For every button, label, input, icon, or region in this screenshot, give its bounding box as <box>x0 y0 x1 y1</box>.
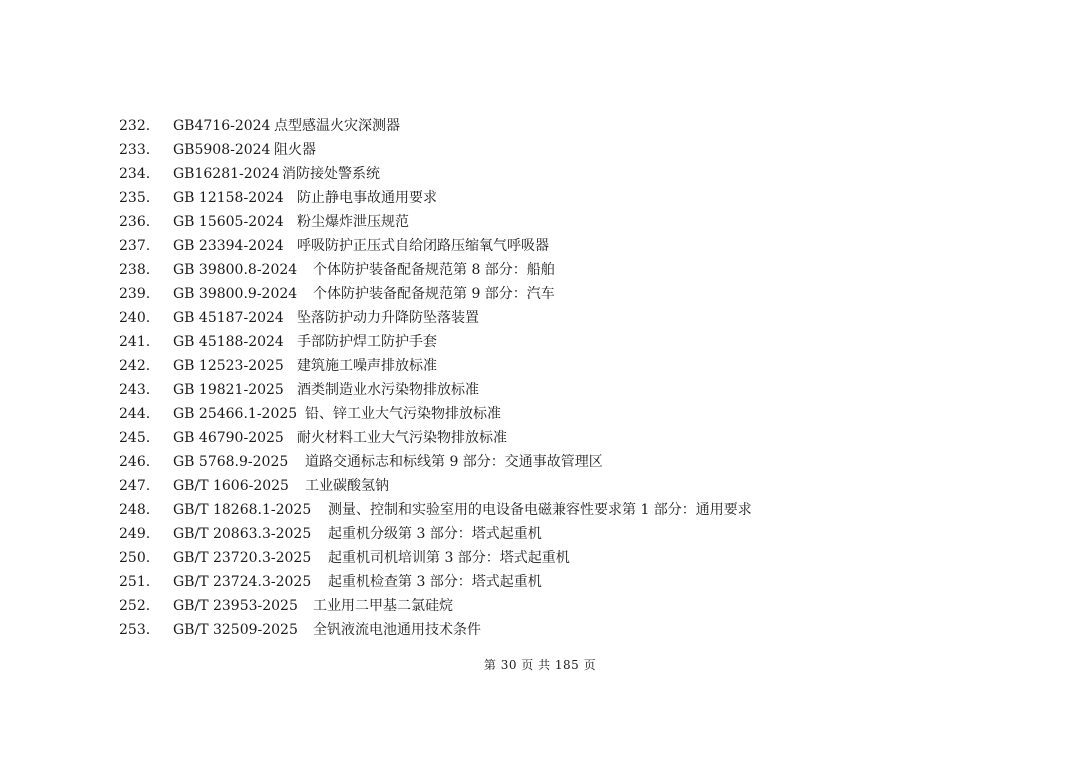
list-item <box>0 450 1080 474</box>
item-number: 248. <box>119 502 151 518</box>
list-item <box>0 258 1080 282</box>
item-number: 244. <box>119 406 151 422</box>
standard-title: 粉尘爆炸泄压规范 <box>297 214 409 230</box>
item-number: 243. <box>119 382 151 398</box>
item-number: 245. <box>119 430 151 446</box>
standard-title: 阻火器 <box>274 142 316 158</box>
item-number: 253. <box>119 622 151 638</box>
standard-code: GB 15605-2024 <box>173 214 284 230</box>
page-footer: 第 30 页 共 185 页 <box>483 658 597 672</box>
standard-code: GB 45188-2024 <box>173 334 284 350</box>
standard-title: 消防接处警系统 <box>282 166 380 182</box>
item-number: 250. <box>119 550 151 566</box>
standard-title: 点型感温火灾深测器 <box>274 118 400 134</box>
list-item <box>0 354 1080 378</box>
standard-code: GB 25466.1-2025 <box>173 406 298 422</box>
standard-title: 酒类制造业水污染物排放标准 <box>297 382 479 398</box>
item-number: 233. <box>119 142 151 158</box>
standard-code: GB 23394-2024 <box>173 238 284 254</box>
standard-code: GB5908-2024 <box>173 142 271 158</box>
standard-code: GB/T 18268.1-2025 <box>173 502 312 518</box>
list-item <box>0 402 1080 426</box>
standard-code: GB4716-2024 <box>173 118 271 134</box>
standard-title: 建筑施工噪声排放标准 <box>297 358 437 374</box>
list-item <box>0 114 1080 138</box>
item-number: 235. <box>119 190 151 206</box>
standard-code: GB/T 23720.3-2025 <box>173 550 312 566</box>
list-item <box>0 210 1080 234</box>
standard-code: GB 46790-2025 <box>173 430 284 446</box>
list-item <box>0 474 1080 498</box>
item-number: 239. <box>119 286 151 302</box>
list-item <box>0 330 1080 354</box>
list-item <box>0 186 1080 210</box>
standard-title: 起重机司机培训第 3 部分：塔式起重机 <box>328 550 570 566</box>
standard-code: GB/T 32509-2025 <box>173 622 298 638</box>
list-item <box>0 546 1080 570</box>
list-item <box>0 162 1080 186</box>
item-number: 246. <box>119 454 151 470</box>
item-number: 251. <box>119 574 151 590</box>
standard-code: GB 12523-2025 <box>173 358 284 374</box>
standard-code: GB 45187-2024 <box>173 310 284 326</box>
item-number: 241. <box>119 334 151 350</box>
list-item <box>0 234 1080 258</box>
standard-code: GB 5768.9-2025 <box>173 454 289 470</box>
list-item <box>0 618 1080 642</box>
item-number: 249. <box>119 526 151 542</box>
item-number: 247. <box>119 478 151 494</box>
standard-code: GB 39800.8-2024 <box>173 262 298 278</box>
standard-title: 坠落防护动力升降防坠落装置 <box>297 310 479 326</box>
standard-title: 呼吸防护正压式自给闭路压缩氧气呼吸器 <box>297 238 549 254</box>
standard-code: GB 19821-2025 <box>173 382 284 398</box>
standard-title: 手部防护焊工防护手套 <box>297 334 437 350</box>
standard-title: 测量、控制和实验室用的电设备电磁兼容性要求第 1 部分：通用要求 <box>328 502 752 518</box>
standard-code: GB16281-2024 <box>173 166 280 182</box>
standard-title: 防止静电事故通用要求 <box>297 190 437 206</box>
item-number: 234. <box>119 166 151 182</box>
standard-code: GB/T 23953-2025 <box>173 598 298 614</box>
standard-code: GB 39800.9-2024 <box>173 286 298 302</box>
standard-code: GB 12158-2024 <box>173 190 284 206</box>
list-item <box>0 138 1080 162</box>
item-number: 238. <box>119 262 151 278</box>
list-item <box>0 570 1080 594</box>
list-item <box>0 426 1080 450</box>
item-number: 240. <box>119 310 151 326</box>
list-item <box>0 378 1080 402</box>
list-item <box>0 306 1080 330</box>
item-number: 236. <box>119 214 151 230</box>
standard-title: 道路交通标志和标线第 9 部分：交通事故管理区 <box>305 454 603 470</box>
standard-code: GB/T 20863.3-2025 <box>173 526 312 542</box>
standard-title: 起重机分级第 3 部分：塔式起重机 <box>328 526 542 542</box>
list-item <box>0 282 1080 306</box>
standard-title: 起重机检查第 3 部分：塔式起重机 <box>328 574 542 590</box>
standard-title: 工业碳酸氢钠 <box>305 478 389 494</box>
list-item <box>0 522 1080 546</box>
list-item <box>0 594 1080 618</box>
standard-title: 耐火材料工业大气污染物排放标准 <box>297 430 507 446</box>
standard-code: GB/T 1606-2025 <box>173 478 289 494</box>
item-number: 237. <box>119 238 151 254</box>
standard-title: 铅、锌工业大气污染物排放标准 <box>305 406 501 422</box>
item-number: 252. <box>119 598 151 614</box>
item-number: 242. <box>119 358 151 374</box>
standards-list <box>0 114 1080 642</box>
list-item <box>0 498 1080 522</box>
standard-code: GB/T 23724.3-2025 <box>173 574 312 590</box>
standard-title: 工业用二甲基二氯硅烷 <box>313 598 453 614</box>
item-number: 232. <box>119 118 151 134</box>
standard-title: 个体防护装备配备规范第 9 部分：汽车 <box>313 286 555 302</box>
standard-title: 个体防护装备配备规范第 8 部分：船舶 <box>313 262 555 278</box>
standard-title: 全钒液流电池通用技术条件 <box>313 622 481 638</box>
